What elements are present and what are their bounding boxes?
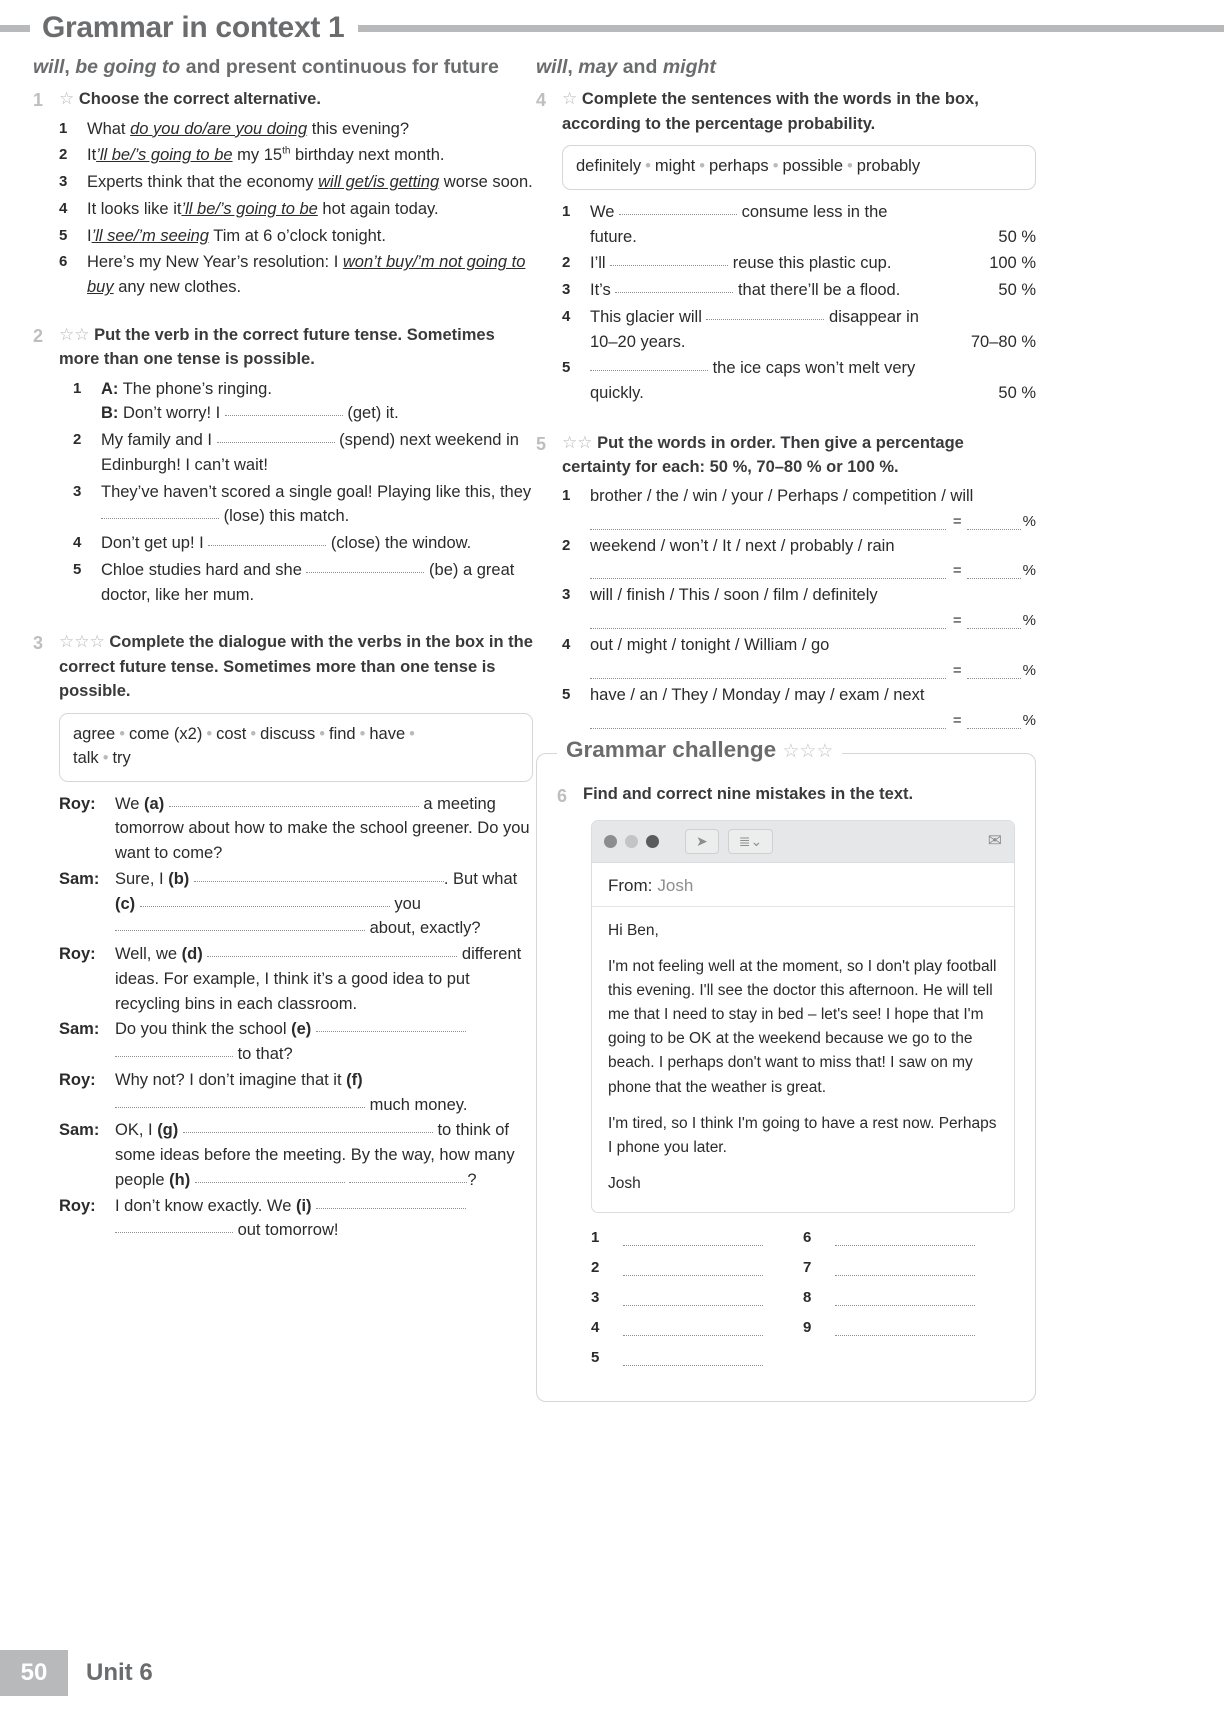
percent-sign: % [1022,661,1036,679]
list-item [59,117,533,142]
item-alternatives[interactable]: do you do/are you doing [130,119,308,138]
item-text: I’ll reuse this plastic cup. [590,254,892,273]
dialogue-row [59,1068,533,1118]
answer-row [590,513,1036,530]
answer-blank[interactable] [835,1295,975,1306]
left-column [33,52,533,1244]
blank-label: (b) [168,869,190,888]
percent-blank[interactable] [967,567,1021,579]
section-heading-future [33,52,533,82]
list-item [73,558,533,608]
email-greeting: Hi Ben, [608,921,659,939]
item-alternatives[interactable]: ’ll see/’m seeing [91,226,209,245]
heading-term-will: will [536,56,568,78]
answer-number: 2 [591,1259,600,1277]
speaker-name: Roy: [59,794,96,813]
dialogue-row [59,1194,533,1244]
section-heading-modals [536,52,1036,82]
exercise-3-instruction-text: Complete the dialogue with the verbs in the box in the correct future tense. Sometimes more than one tense is possible. [59,633,533,701]
item-number: 3 [562,281,571,299]
answer-blank[interactable] [225,403,343,416]
answer-row [803,1259,1015,1276]
answer-blank[interactable] [195,1170,345,1183]
answer-blank[interactable] [623,1265,763,1276]
from-value: Josh [657,875,694,895]
blank-label: (h) [169,1170,191,1189]
exercise-6-instruction: Find and correct nine mistakes in the text. [583,784,914,803]
answer-blank[interactable] [140,894,390,907]
item-text: My family and I (spend) next weekend in Edinburgh! I can’t wait! [101,431,519,474]
item-number: 5 [59,226,68,244]
answer-blank[interactable] [183,1120,433,1133]
answer-blank[interactable] [217,430,335,443]
envelope-icon[interactable]: ✉ [987,831,1002,851]
item-text: the ice caps won’t melt very quickly. [590,359,916,403]
answer-row [591,1289,803,1306]
email-paragraph-2: I'm tired, so I think I'm going to have a rest now. Perhaps I phone you later. [608,1114,997,1156]
exercise-3-number: 3 [33,633,44,654]
answer-blank[interactable] [316,1196,466,1209]
item-alternatives[interactable]: won’t buy/’m not going to buy [87,253,526,297]
heading-and: and [617,56,663,78]
list-item [562,683,1036,708]
dialogue-text: Well, we (d) different ideas. For example, I think it’s a good idea to put recycling bins in each classroom. [115,945,522,1013]
speaker-name: Roy: [59,945,96,963]
exercise-3 [33,629,533,1244]
answer-blank[interactable] [835,1235,975,1246]
heading-rest: and present continuous for future [180,56,499,78]
email-from-row [592,863,1014,907]
dialogue-text: Why not? I don’t imagine that it (f) much money. [115,1070,468,1114]
exercise-4-instruction [562,86,1036,136]
item-number: 5 [73,560,82,578]
equals-sign: = [952,661,962,679]
answer-blank[interactable] [207,944,457,957]
list-item [59,250,533,300]
exercise-3-instruction [59,629,533,703]
bullet-separator: • [250,724,257,743]
answer-blank[interactable] [194,869,444,882]
answer-row [590,562,1036,579]
answer-blank[interactable] [349,1170,467,1183]
difficulty-stars: ☆ [59,89,75,109]
list-item [562,534,1036,559]
difficulty-stars: ☆ [562,89,578,109]
answers-grid [591,1229,1015,1379]
list-item [562,633,1036,658]
grammar-challenge-title [557,737,842,763]
dialogue-row [59,792,533,866]
bullet-separator: • [319,724,325,743]
word-option[interactable]: come (x2) [128,724,203,743]
scrambled-words: will / finish / This / soon / film / definitely [590,586,878,605]
from-label: From: [608,875,653,895]
word-option[interactable]: perhaps [709,157,769,176]
item-pre: Here’s my New Year’s resolution: I [87,253,343,272]
percentage-value: 50 % [998,384,1036,403]
word-option[interactable]: agree [73,724,116,743]
exercise-2-number: 2 [33,325,44,346]
exercise-4-items [562,200,1036,406]
answer-row [591,1349,803,1366]
item-number: 3 [562,586,571,604]
word-option[interactable]: have [369,724,406,743]
list-item [562,583,1036,608]
exercise-6-number: 6 [557,785,568,806]
item-text [87,224,533,249]
exercise-1-items [59,117,533,300]
dialogue [59,792,533,1244]
dialogue-line-a: A: The phone’s ringing. [101,379,272,398]
email-signature: Josh [608,1175,641,1193]
answer-number: 8 [803,1289,812,1307]
speaker-name: Sam: [59,1121,100,1140]
blank-label: (a) [144,794,165,813]
exercise-1 [33,86,533,302]
item-post: Tim at 6 o’clock tonight. [208,226,386,245]
header-rule-right [358,25,1224,32]
exercise-5-instruction [562,430,1036,480]
blank-label: (g) [157,1121,179,1140]
percent-blank[interactable] [967,617,1021,629]
item-text: We consume less in the future. [590,202,888,246]
answer-number: 5 [591,1349,600,1367]
right-column [536,52,1036,1402]
blank-label: (c) [115,894,136,913]
answer-row [803,1229,1015,1246]
percentage-value: 70–80 % [970,332,1036,351]
item-number: 1 [562,486,571,504]
page-header [0,6,1224,50]
answer-blank[interactable] [169,794,419,807]
item-number: 3 [73,482,82,500]
speaker-name: Roy: [59,1070,96,1089]
answer-blank[interactable] [835,1265,975,1276]
item-text [87,117,533,142]
word-option[interactable]: find [328,724,356,743]
item-text [87,197,533,222]
item-number: 2 [562,536,571,554]
item-post: any new clothes. [113,278,242,297]
answers-column-right [803,1229,1015,1379]
answer-blank[interactable] [615,280,733,293]
equals-sign: = [952,562,962,580]
percentage-value: 100 % [989,254,1036,273]
answer-blank[interactable] [590,667,946,679]
bullet-separator: • [206,724,213,743]
send-icon[interactable]: ➤ [685,829,719,854]
item-text: It’s that there’ll be a flood. [590,281,901,300]
item-number: 5 [562,685,571,703]
answer-number: 6 [803,1229,812,1247]
item-post: worse soon. [439,173,533,192]
exercise-5-items [562,484,1036,729]
answer-blank[interactable] [115,918,365,931]
exercise-2-instruction [59,322,533,372]
percent-blank[interactable] [967,518,1021,530]
grammar-challenge-panel [536,736,1036,1403]
dialogue-row [59,1017,533,1067]
percentage-value: 50 % [998,281,1036,300]
percent-blank[interactable] [967,717,1021,729]
answer-number: 4 [591,1319,600,1337]
percent-blank[interactable] [967,667,1021,679]
exercise-5-number: 5 [536,433,547,454]
page-number: 50 [0,1650,68,1696]
answer-blank[interactable] [835,1325,975,1336]
email-body [592,907,1014,1213]
answer-row [591,1319,803,1336]
bullet-separator: • [102,748,109,767]
item-text: They’ve haven’t scored a single goal! Playing like this, they (lose) this match. [101,482,532,526]
dialogue-text: Sure, I (b) . But what (c) you about, exactly? [115,869,518,938]
difficulty-stars: ☆☆ [562,432,593,452]
item-alternatives[interactable]: will get/is getting [318,173,440,192]
answer-blank[interactable] [590,617,946,629]
item-pre: Experts think that the economy [87,173,319,192]
page-footer [0,1650,1224,1696]
answer-row [803,1319,1015,1336]
dialogue-row [59,942,533,1016]
word-option[interactable]: discuss [260,724,316,743]
item-pre: What [87,119,131,138]
dialogue-line-b: B: Don’t worry! I (get) it. [101,404,399,423]
answer-row [590,662,1036,679]
list-item [59,143,533,168]
list-item [59,170,533,195]
answers-column-left [591,1229,803,1379]
list-item [562,484,1036,509]
item-text [87,250,533,300]
item-pre: It looks like it [87,199,182,218]
list-item [562,200,1036,250]
item-number: 2 [73,431,82,449]
difficulty-stars: ☆☆☆ [782,740,834,762]
exercise-5-instruction-text: Put the words in order. Then give a percentage certainty for each: 50 %, 70–80 % or 100 %. [562,433,964,477]
probability-word-box [562,145,1036,190]
item-number: 1 [59,119,68,137]
word-option[interactable]: cost [216,724,247,743]
item-number: 5 [562,359,571,377]
item-number: 6 [59,253,68,271]
item-pre: I [87,226,92,245]
answer-blank[interactable] [316,1019,466,1032]
heading-term-may: may [578,56,618,78]
list-item [562,251,1036,276]
dialogue-text: Do you think the school (e) to that? [115,1017,533,1067]
verb-word-box [59,713,533,782]
heading-term-will: will [33,56,65,78]
exercise-2-instruction-text: Put the verb in the correct future tense. Sometimes more than one tense is possible. [59,325,495,369]
list-item [562,356,1036,406]
item-number: 4 [562,636,571,654]
email-paragraph-1: I'm not feeling well at the moment, so I don't play football this evening. I'll see the doctor this afternoon. He will tell me that I need to stay in bed – let's see! I hope that I'm going to be OK at the weekend because we go to the beach. I perhaps don't want to miss that! I saw on my phone that the weather is great. [608,957,997,1096]
email-mockup [591,820,1015,1214]
answer-blank[interactable] [610,253,728,266]
dialogue-row [59,1118,533,1192]
list-item [562,278,1036,303]
word-option[interactable]: probably [856,157,921,176]
exercise-4 [536,86,1036,408]
item-text: Chloe studies hard and she (be) a great doctor, like her mum. [101,560,515,604]
scrambled-words: weekend / won’t / It / next / probably / rain [590,536,895,555]
answer-blank[interactable] [208,533,326,546]
item-number: 2 [562,254,571,272]
equals-sign: = [952,711,962,729]
answer-blank[interactable] [306,560,424,573]
exercise-4-instruction-text: Complete the sentences with the words in the box, according to the percentage probability. [562,90,979,133]
item-post: this evening? [307,119,409,138]
answer-blank[interactable] [590,567,946,579]
list-item [562,305,1036,355]
answer-blank[interactable] [623,1295,763,1306]
blank-label: (d) [181,945,203,963]
speaker-name: Sam: [59,1020,100,1039]
item-alternatives[interactable]: ’ll be/’s going to be [96,146,233,165]
word-option[interactable]: talk [73,748,99,767]
dialogue-text: I don’t know exactly. We (i) out tomorrow! [115,1194,533,1244]
speaker-name: Sam: [59,869,100,888]
equals-sign: = [952,612,962,630]
percent-sign: % [1022,711,1036,729]
answer-row [803,1289,1015,1306]
challenge-title-text: Grammar challenge [566,736,777,762]
answer-row [591,1259,803,1276]
equals-sign: = [952,512,962,530]
exercise-1-instruction-text: Choose the correct alternative. [78,90,321,109]
item-number: 4 [562,307,571,325]
heading-comma: , [64,56,76,78]
item-text: It’ll be/’s going to be my 15th birthday next month. [87,145,445,165]
difficulty-stars: ☆☆ [59,324,90,344]
answer-row [591,1229,803,1246]
item-number: 4 [73,534,82,552]
item-number: 3 [59,173,68,191]
answer-number: 3 [591,1289,600,1307]
bullet-separator: • [699,157,706,176]
item-number: 1 [562,202,571,220]
list-icon[interactable]: ≣⌄ [728,829,773,854]
scrambled-words: out / might / tonight / William / go [590,636,830,655]
exercise-2-items [73,377,533,608]
list-item [73,428,533,478]
email-toolbar [592,821,1014,863]
exercise-2 [33,322,533,610]
answer-blank[interactable] [590,717,946,729]
answer-number: 1 [591,1229,600,1247]
window-dot-icon [604,835,617,848]
answer-blank[interactable] [115,1095,365,1108]
difficulty-stars: ☆☆☆ [59,632,105,652]
item-text [101,377,533,427]
item-text [87,170,533,195]
exercise-4-number: 4 [536,90,547,111]
bullet-separator: • [645,157,651,176]
page-title: Grammar in context 1 [42,11,345,44]
item-number: 1 [73,379,82,397]
word-option[interactable]: try [112,748,131,767]
exercise-5 [536,430,1036,731]
speaker-name: Roy: [59,1196,96,1215]
exercise-1-number: 1 [33,90,44,111]
heading-comma: , [567,56,579,78]
item-text: This glacier will disappear in 10–20 years. [590,307,919,351]
percent-sign: % [1022,612,1036,630]
window-dot-icon [646,835,659,848]
bullet-separator: • [359,724,366,743]
blank-label: (e) [291,1020,312,1039]
answer-blank[interactable] [101,506,219,519]
bullet-separator: • [772,157,779,176]
word-option[interactable]: possible [782,157,844,176]
answer-blank[interactable] [623,1235,763,1246]
item-text: Don’t get up! I (close) the window. [101,534,472,553]
percentage-value: 50 % [998,227,1036,246]
answer-row [590,712,1036,729]
scrambled-words: have / an / They / Monday / may / exam / next [590,685,925,704]
answer-blank[interactable] [115,1220,233,1233]
answer-blank[interactable] [706,307,824,320]
dialogue-row [59,867,533,941]
blank-label: (f) [346,1070,363,1089]
bullet-separator: • [847,157,853,176]
list-item [73,480,533,530]
item-alternatives[interactable]: ’ll be/’s going to be [181,199,318,218]
heading-term-be-going-to: be going to [75,56,181,78]
answer-blank[interactable] [590,358,708,371]
answer-blank[interactable] [623,1325,763,1336]
list-item [59,224,533,249]
exercise-6 [557,782,1015,810]
heading-term-might: might [662,56,716,78]
percent-sign: % [1022,562,1036,580]
list-item [73,531,533,556]
dialogue-text: We (a) a meeting tomorrow about how to make the school greener. Do you want to come? [115,794,530,862]
answer-number: 9 [803,1319,812,1337]
dialogue-text: OK, I (g) to think of some ideas before the meeting. By the way, how many people (h) ? [115,1121,515,1189]
unit-label: Unit 6 [86,1659,153,1686]
answer-blank[interactable] [590,518,946,530]
exercise-1-instruction [59,86,533,111]
item-post: hot again today. [317,199,439,218]
word-option[interactable]: definitely [576,157,642,176]
answer-blank[interactable] [619,202,737,215]
percent-sign: % [1022,512,1036,530]
scrambled-words: brother / the / win / your / Perhaps / competition / will [590,486,974,505]
item-number: 4 [59,199,68,217]
bullet-separator: • [119,724,125,743]
bullet-separator: • [409,724,415,743]
list-item [73,377,533,427]
answer-blank[interactable] [623,1355,763,1366]
word-option[interactable]: might [654,157,696,176]
header-rule-left [0,25,30,32]
list-item [59,197,533,222]
item-number: 2 [59,146,68,164]
blank-label: (i) [295,1196,312,1215]
window-dot-icon [625,835,638,848]
answer-blank[interactable] [115,1044,233,1057]
answer-number: 7 [803,1259,812,1277]
answer-row [590,612,1036,629]
